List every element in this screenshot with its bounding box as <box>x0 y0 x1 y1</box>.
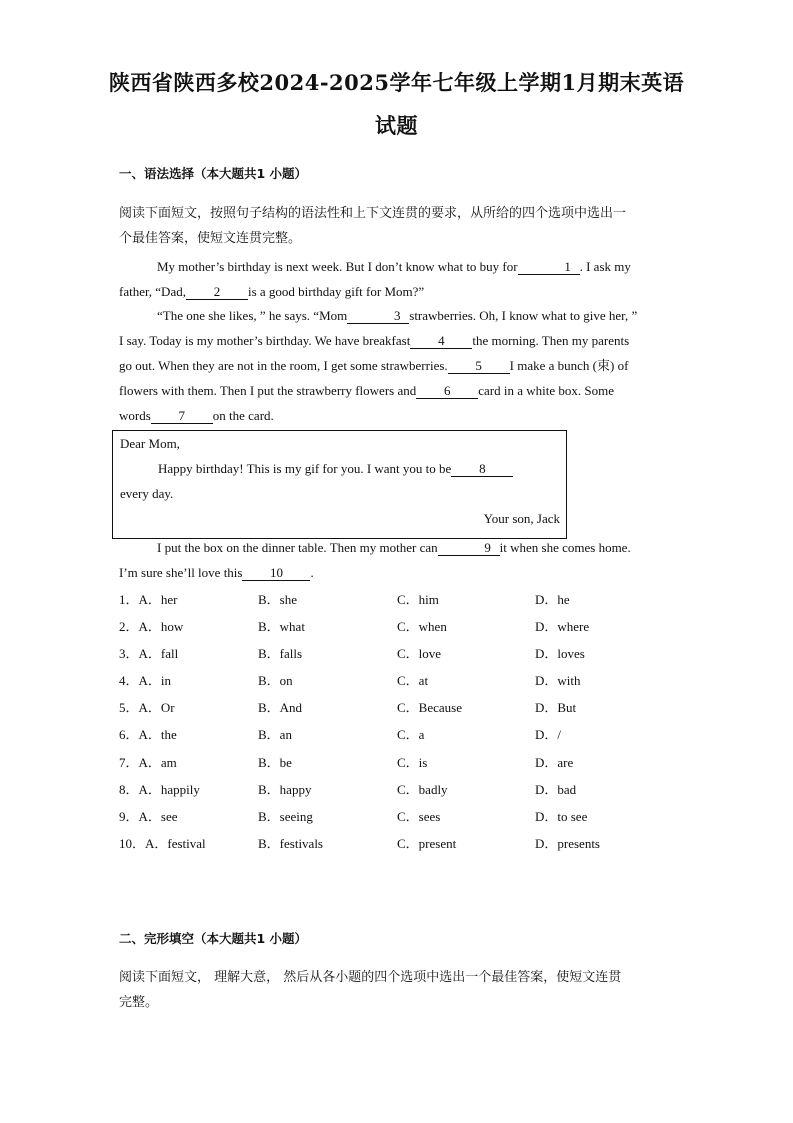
option-d: D．But <box>535 700 577 715</box>
blank-3: 3 <box>347 309 409 324</box>
blank-2: 2 <box>186 285 248 300</box>
card-body-continued: every day. <box>120 486 174 501</box>
card-body <box>158 461 513 477</box>
option-c: C．when <box>397 619 447 634</box>
option-c: C．love <box>397 646 442 661</box>
option-a: 2．A．how <box>119 619 184 634</box>
option-b: B．festivals <box>258 836 323 851</box>
card-greeting: Dear Mom, <box>120 436 180 451</box>
text-span: . <box>310 565 314 580</box>
option-a: 10．A．festival <box>119 836 206 851</box>
text-span: “The one she likes, ” he says. “Mom <box>157 308 348 323</box>
option-d: D．are <box>535 755 574 770</box>
text-span: I say. Today is my mother’s birthday. We have breakfast <box>119 333 411 348</box>
option-c: C．at <box>397 673 429 688</box>
option-d: D．where <box>535 619 590 634</box>
blank-5: 5 <box>448 359 510 374</box>
option-a: 5．A．Or <box>119 700 175 715</box>
text-span: flowers with them. Then I put the strawberry flowers and <box>119 383 417 398</box>
text-span: father, “Dad, <box>119 284 186 299</box>
option-a: 4．A．in <box>119 673 172 688</box>
option-d: D．loves <box>535 646 585 661</box>
text-span: go out. When they are not in the room, I get some strawberries. <box>119 358 448 373</box>
text-span: strawberries. Oh, I know what to give her, ” <box>409 308 638 323</box>
blank-10: 10 <box>242 566 310 581</box>
option-b: B．on <box>258 673 293 688</box>
option-a: 8．A．happily <box>119 782 200 797</box>
option-b: B．falls <box>258 646 303 661</box>
section-1-heading: 一、语法选择（本大题共1 小题） <box>119 166 308 181</box>
section-2-instruction <box>119 965 679 1015</box>
text-line <box>119 403 674 428</box>
option-c: C．a <box>397 727 425 742</box>
section-2-heading: 二、完形填空（本大题共1 小题） <box>119 931 308 946</box>
text-span: on the card. <box>212 408 274 423</box>
document-title-continued: 试题 <box>375 113 418 138</box>
text-span: I put the box on the dinner table. Then my mother can <box>157 540 438 555</box>
option-b: B．be <box>258 755 292 770</box>
text-span: is a good birthday gift for Mom?” <box>247 284 425 299</box>
option-b: B．an <box>258 727 292 742</box>
option-b: B．she <box>258 592 298 607</box>
option-a: 7．A．am <box>119 755 177 770</box>
option-d: D．with <box>535 673 581 688</box>
text-line <box>119 560 674 585</box>
text-line <box>119 328 674 353</box>
option-a: 6．A．the <box>119 727 177 742</box>
text-span: words <box>119 408 151 423</box>
option-a: 9．A．see <box>119 809 178 824</box>
text-span: I make a bunch (束) of <box>509 358 629 373</box>
option-c: C．him <box>397 592 439 607</box>
option-b: B．And <box>258 700 303 715</box>
option-c: C．badly <box>397 782 448 797</box>
option-c: C．present <box>397 836 457 851</box>
blank-6: 6 <box>416 384 478 399</box>
blank-9: 9 <box>438 541 500 556</box>
text-line <box>119 353 674 378</box>
option-d: D．presents <box>535 836 600 851</box>
text-line <box>119 254 674 279</box>
text-line <box>119 535 674 560</box>
text-line <box>119 279 674 304</box>
instruction-line: 个最佳答案，使短文连贯完整。 <box>119 231 302 246</box>
option-d: D．to see <box>535 809 588 824</box>
option-d: D．bad <box>535 782 577 797</box>
option-c: C．sees <box>397 809 441 824</box>
text-span: Happy birthday! This is my gif for you. I want you to be <box>158 461 452 476</box>
instruction-line: 阅读下面短文，按照句子结构的语法性和上下文连贯的要求，从所给的四个选项中选出一 <box>119 206 627 221</box>
text-span: My mother’s birthday is next week. But I don’t know what to buy for <box>157 259 518 274</box>
option-d: D．he <box>535 592 570 607</box>
text-span: the morning. Then my parents <box>472 333 630 348</box>
option-b: B．what <box>258 619 305 634</box>
passage-paragraph-3 <box>119 535 674 585</box>
option-a: 1．A．her <box>119 592 178 607</box>
option-b: B．seeing <box>258 809 313 824</box>
birthday-card-box <box>112 430 567 539</box>
text-span: I’m sure she’ll love this <box>119 565 243 580</box>
option-a: 3．A．fall <box>119 646 179 661</box>
card-signature: Your son, Jack <box>483 511 560 526</box>
blank-8: 8 <box>451 462 513 477</box>
instruction-line: 完整。 <box>119 995 159 1010</box>
text-span: . I ask my <box>579 259 631 274</box>
text-line <box>119 378 674 403</box>
document-title: 陕西省陕西多校2024-2025学年七年级上学期1月期末英语 <box>108 70 685 95</box>
option-b: B．happy <box>258 782 312 797</box>
blank-7: 7 <box>151 409 213 424</box>
text-span: it when she comes home. <box>499 540 631 555</box>
text-span: card in a white box. Some <box>478 383 614 398</box>
section-1-instruction <box>119 201 679 251</box>
blank-4: 4 <box>410 334 472 349</box>
passage-paragraph-2 <box>119 303 674 428</box>
text-line <box>119 303 674 328</box>
option-c: C．Because <box>397 700 462 715</box>
option-c: C．is <box>397 755 428 770</box>
instruction-line: 阅读下面短文， 理解大意， 然后从各小题的四个选项中选出一个最佳答案，使短文连贯 <box>119 970 622 985</box>
option-d: D．/ <box>535 727 562 742</box>
blank-1: 1 <box>518 260 580 275</box>
passage-paragraph-1 <box>119 254 674 304</box>
